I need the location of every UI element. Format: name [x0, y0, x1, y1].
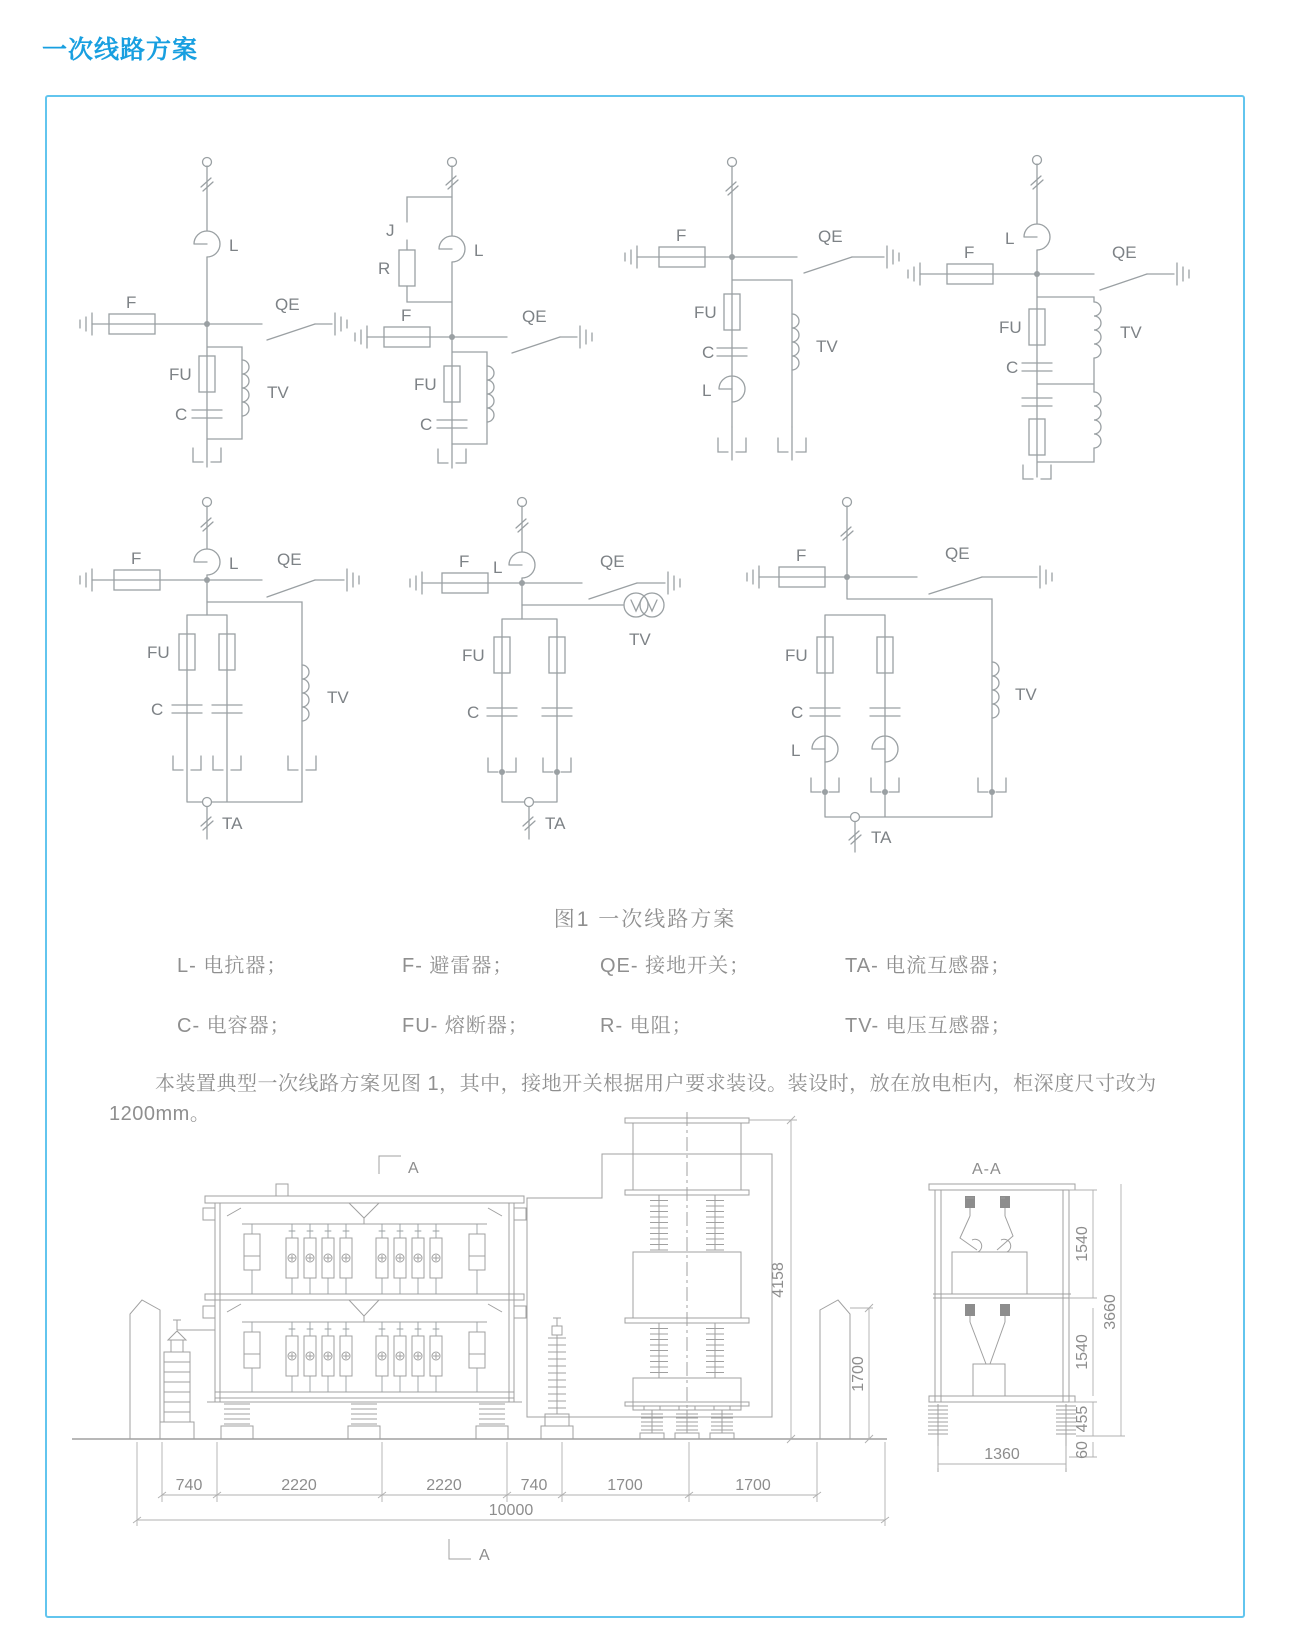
junction-dot: [204, 577, 210, 583]
label-FU: FU: [694, 303, 717, 322]
ground-icon: [347, 569, 359, 591]
junction-dot: [822, 789, 828, 795]
label-TV: TV: [629, 630, 651, 649]
right-wall: [820, 1300, 850, 1439]
ground-icon: [355, 326, 367, 348]
label-QE: QE: [275, 295, 300, 314]
ground-icon: [80, 569, 92, 591]
base-insulator: [476, 1404, 508, 1439]
section-tier-bottom: [965, 1304, 1010, 1396]
node-icon: [203, 798, 212, 807]
svg-text:455: 455: [1074, 1405, 1091, 1433]
tv-coil-icon: [487, 366, 494, 422]
section-marker-bottom: [449, 1539, 490, 1564]
tv-coil-icon: [302, 665, 309, 721]
earth-switch-blade: [267, 580, 315, 597]
section-marker-top-label: A: [408, 1160, 419, 1177]
svg-text:3660: 3660: [1102, 1294, 1119, 1330]
earth-switch-blade: [589, 583, 637, 599]
base-insulator: [348, 1404, 380, 1439]
page-title: 一次线路方案: [42, 36, 199, 64]
junction-dot: [882, 789, 888, 795]
earth-switch-blade: [512, 337, 560, 353]
section-title: A-A: [972, 1161, 1002, 1178]
ground-icon: [887, 246, 899, 268]
reactor-icon: [194, 231, 220, 257]
section-view: [928, 1161, 1125, 1472]
ground-icon: [580, 326, 592, 348]
figure-panel: [45, 95, 1245, 1618]
dim-1700: 1700: [607, 1477, 643, 1494]
legend-item-F: F- 避雷器；: [402, 955, 514, 977]
base-insulator: [221, 1404, 253, 1439]
terminal-icon: [843, 498, 852, 507]
capacitor-cabinet: [203, 1184, 526, 1439]
tv-transformer-icon: [624, 593, 664, 617]
label-C: C: [791, 703, 804, 722]
section-dims: [938, 1184, 1125, 1468]
circuit-diagram-5: [77, 487, 397, 867]
svg-text:1540: 1540: [1074, 1226, 1091, 1262]
label-R: R: [378, 259, 391, 278]
figure-caption: 图1 一次线路方案: [553, 908, 737, 931]
label-J: J: [386, 221, 395, 240]
ground-icon: [668, 572, 680, 594]
reactor-icon: [509, 552, 535, 578]
label-QE: QE: [277, 550, 302, 569]
label-F: F: [676, 226, 687, 245]
dim-740: 740: [175, 1477, 203, 1494]
tv-coil-icon: [792, 314, 799, 370]
label-F: F: [964, 243, 975, 262]
label-C: C: [467, 703, 480, 722]
label-FU: FU: [169, 365, 192, 384]
label-FU: FU: [147, 643, 170, 662]
legend-item-C: C- 电容器；: [177, 1015, 291, 1037]
dim-2220: 2220: [281, 1477, 317, 1494]
node-icon: [525, 798, 534, 807]
section-tier-top: [952, 1196, 1027, 1294]
label-TV: TV: [267, 383, 289, 402]
label-L: L: [493, 558, 503, 577]
label-F: F: [131, 549, 142, 568]
tv-coil-icon: [992, 662, 999, 718]
label-C: C: [420, 415, 433, 434]
terminal-icon: [728, 158, 737, 167]
label-FU: FU: [999, 318, 1022, 337]
node-icon: [851, 813, 860, 822]
reactor-stack: [625, 1112, 749, 1439]
svg-text:1540: 1540: [1074, 1334, 1091, 1370]
ground-icon: [80, 313, 92, 335]
svg-text:1360: 1360: [984, 1446, 1020, 1463]
label-F: F: [459, 552, 470, 571]
svg-text:60: 60: [1074, 1441, 1091, 1459]
label-QE: QE: [945, 544, 970, 563]
legend-item-QE: QE- 接地开关；: [600, 955, 751, 977]
label-TV: TV: [327, 688, 349, 707]
circuit-diagram-3: [622, 152, 902, 482]
earth-switch-blade: [929, 577, 982, 594]
ground-icon: [625, 246, 637, 268]
junction-dot: [519, 580, 525, 586]
tv-coil-icon: [242, 360, 249, 416]
ground-icon: [747, 566, 759, 588]
circuit-diagram-4: [902, 152, 1202, 482]
legend-item-R: R- 电阻；: [600, 1015, 693, 1037]
legend-item-FU: FU- 熔断器；: [402, 1015, 529, 1037]
dim-740: 740: [520, 1477, 548, 1494]
terminal-icon: [1033, 156, 1042, 165]
label-TA: TA: [222, 814, 243, 833]
tv-coil-icon: [1094, 392, 1101, 448]
label-L: L: [474, 241, 484, 260]
label-TA: TA: [545, 814, 566, 833]
section-insulator: [1056, 1404, 1076, 1436]
label-C: C: [151, 700, 164, 719]
circuit-diagram-2: [352, 152, 632, 482]
legend-item-TV: TV- 电压互感器；: [845, 1015, 1012, 1037]
label-L: L: [791, 741, 801, 760]
earth-switch-blade: [267, 324, 315, 340]
ground-icon: [335, 313, 347, 335]
section-marker-top: [379, 1156, 419, 1177]
label-QE: QE: [600, 552, 625, 571]
ground-icon: [410, 572, 422, 594]
label-C: C: [1006, 358, 1019, 377]
label-TA: TA: [871, 828, 892, 847]
section-marker-bottom-label: A: [479, 1547, 490, 1564]
label-TV: TV: [816, 337, 838, 356]
dim-1700: 1700: [735, 1477, 771, 1494]
label-L: L: [1005, 229, 1015, 248]
dim-2220: 2220: [426, 1477, 462, 1494]
svg-text:4158: 4158: [770, 1262, 787, 1298]
label-F: F: [126, 293, 137, 312]
reactor-cylinder: [633, 1252, 741, 1318]
reactor-icon: [194, 549, 220, 575]
label-F: F: [796, 546, 807, 565]
reactor-icon: [1024, 224, 1050, 250]
label-TV: TV: [1120, 323, 1142, 342]
dim-total-10000: [133, 1442, 889, 1526]
terminal-icon: [448, 158, 457, 167]
terminal-icon: [203, 158, 212, 167]
installation-drawing: [67, 1112, 1227, 1587]
circuit-diagram-6: [407, 487, 727, 867]
legend-item-TA: TA- 电流互感器；: [845, 955, 1012, 977]
terminal-icon: [518, 498, 527, 507]
earth-switch-blade: [804, 257, 852, 273]
label-FU: FU: [462, 646, 485, 665]
resistor-icon: [399, 250, 415, 286]
section-insulator: [928, 1404, 948, 1436]
label-FU: FU: [414, 375, 437, 394]
ground-icon: [1040, 566, 1052, 588]
dim-height-4158: [749, 1116, 797, 1443]
label-QE: QE: [1112, 243, 1137, 262]
svg-text:10000: 10000: [488, 1502, 534, 1519]
post-insulator: [541, 1318, 573, 1439]
label-L: L: [702, 381, 712, 400]
label-QE: QE: [818, 227, 843, 246]
earth-switch-blade: [1100, 274, 1147, 290]
junction-dot: [554, 769, 560, 775]
note-paragraph: 本装置典型一次线路方案见图 1，其中，接地开关根据用户要求装设。装设时，放在放电柜内，柜深度尺寸改为 1200mm。: [109, 1073, 1157, 1125]
circuit-diagram-1: [77, 152, 357, 482]
ground-icon: [1177, 263, 1189, 285]
reactor-icon: [439, 236, 465, 262]
junction-dot: [989, 789, 995, 795]
ground-icon: [908, 263, 920, 285]
label-FU: FU: [785, 646, 808, 665]
label-QE: QE: [522, 307, 547, 326]
tv-coil-icon: [1094, 302, 1101, 358]
label-L: L: [229, 236, 239, 255]
label-L: L: [229, 554, 239, 573]
label-C: C: [175, 405, 188, 424]
arrester-device: [160, 1320, 215, 1439]
svg-text:1700: 1700: [850, 1356, 867, 1392]
dim-wall-1700: [850, 1304, 873, 1443]
label-C: C: [702, 343, 715, 362]
label-TV: TV: [1015, 685, 1037, 704]
circuit-diagram-7: [747, 487, 1077, 867]
legend-item-L: L- 电抗器；: [177, 955, 288, 977]
junction-dot: [499, 769, 505, 775]
left-wall: [130, 1300, 160, 1439]
terminal-icon: [203, 498, 212, 507]
dim-chain-bottom: [158, 1442, 821, 1502]
label-F: F: [401, 306, 412, 325]
